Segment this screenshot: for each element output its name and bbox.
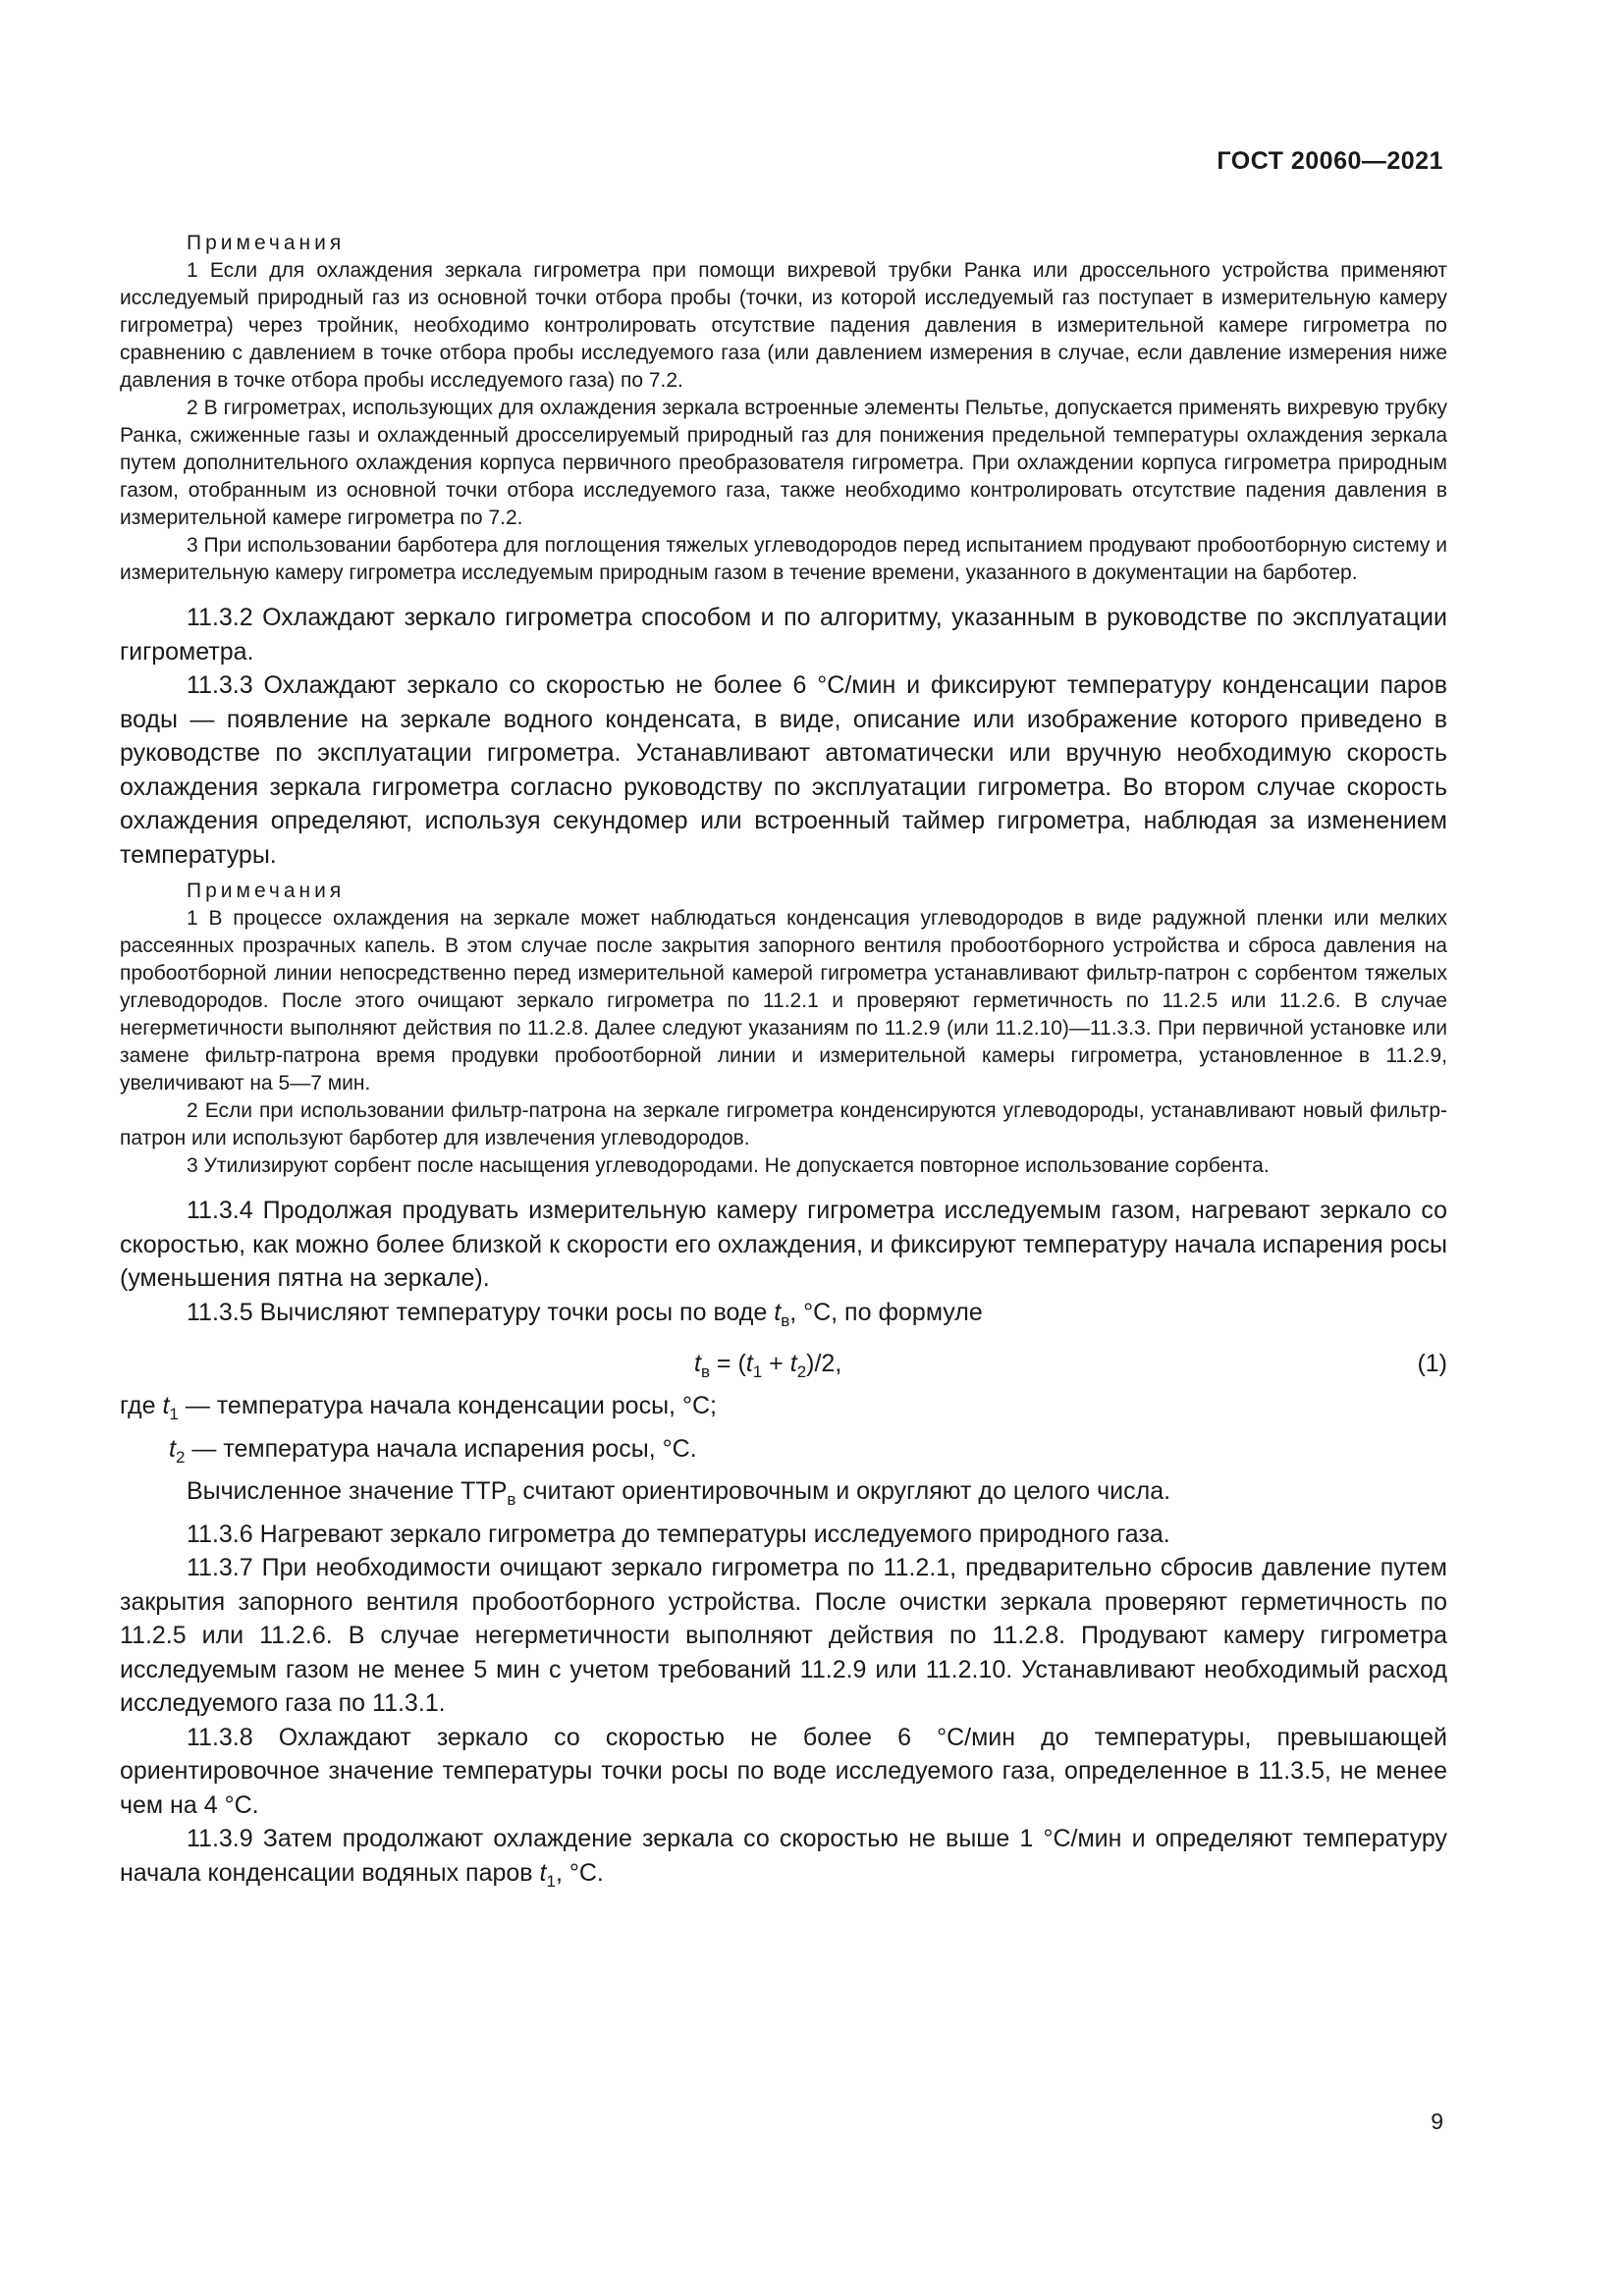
note-item: 3 Утилизируют сорбент после насыщения углеводородами. Не допускается повторное использование сорбента. [187,1154,1270,1177]
subscript: в [781,1310,790,1330]
paragraph-11-3-9: 11.3.9 Затем продолжают охлаждение зеркала со скоростью не выше 1 °С/мин и определяют температуру начала конденсации водяных паров $t_1$, °С. [120,1825,1447,1891]
paragraph-tail: , °С, по формуле [789,1298,983,1326]
note-item: 2 В гигрометрах, использующих для охлаждения зеркала встроенные элементы Пельтье, допускается применять вихревую трубку Ранка, сжиженные газы и охлажденный дросселируемый природный газ для понижения предельной температуры охлаждения зеркала путем дополнительного охлаждения корпуса первичного преобразователя гигрометра. При охлаждении корпуса гигрометра природным газом, отобранным из основной точки отбора исследуемого газа, также необходимо контролировать отсутствие падения давления в измерительной камере гигрометра по 7.2. [120,397,1447,529]
notes-block-2 [120,878,1447,1180]
paragraph-11-3-7: 11.3.7 При необходимости очищают зеркало гигрометра по 11.2.1, предварительно сбросив давление путем закрытия запорного вентиля пробоотборного устройства. После очистки зеркала проверяют герметичность по 11.2.5 или 11.2.6. В случае негерметичности выполняют действия по 11.2.8. Продувают камеру гигрометра исследуемым газом не менее 5 мин с учетом требований 11.2.9 или 11.2.10. Устанавливают необходимый расход исследуемого газа по 11.3.1. [120,1554,1447,1717]
paragraph-11-3-6: 11.3.6 Нагревают зеркало гигрометра до температуры исследуемого природного газа. [187,1520,1170,1548]
paragraph-11-3-8: 11.3.8 Охлаждают зеркало со скоростью не более 6 °С/мин до температуры, превышающей ориентировочное значение температуры точки росы по воде исследуемого газа, определенное в 11.3.5, не менее чем на 4 °С. [120,1723,1447,1819]
paragraph-lead: 11.3.5 Вычисляют температуру точки росы по воде [187,1298,775,1326]
paragraph-11-3-5 [120,1296,1447,1339]
note-item: 1 Если для охлаждения зеркала гигрометра при помощи вихревой трубки Ранка или дроссельного устройства применяют исследуемый природный газ из основной точки отбора пробы (точки, из которой исследуемый газ поступает в измерительную камеру гигрометра) через тройник, необходимо контролировать отсутствие падения давления в измерительной камере гигрометра по сравнению с давлением в точке отбора пробы исследуемого газа (или давлением измерения в случае, если давление измерения ниже давления в точке отбора пробы исследуемого газа) по 7.2. [120,259,1447,392]
where-line-2: $t_2$ — температура начала испарения росы, °С. [169,1434,697,1467]
formula: $t_в = (t_1 + t_2)/2$, [694,1350,842,1381]
document-header: ГОСТ 20060—2021 [1217,147,1443,175]
variable: t [774,1298,782,1326]
where-word: где [120,1392,156,1419]
notes-label: Примечания [187,880,346,902]
note-item: 2 Если при использовании фильтр-патрона на зеркале гигрометра конденсируются углеводороды, устанавливают новый фильтр-патрон или используют барботер для извлечения углеводородов. [120,1099,1447,1149]
paragraph-11-3-3: 11.3.3 Охлаждают зеркало со скоростью не более 6 °С/мин и фиксируют температуру конденсации паров воды — появление на зеркале водного конденсата, в виде, описание или изображение которого приведено в руководстве по эксплуатации гигрометра. Устанавливают автоматически или вручную необходимую скорость охлаждения зеркала гигрометра согласно руководству по эксплуатации гигрометра. Во втором случае скорость охлаждения определяют, используя секундомер или встроенный таймер гигрометра, наблюдая за изменением температуры. [120,671,1447,869]
formula-row [120,1338,1447,1389]
equation-number: (1) [1417,1350,1447,1377]
paragraph-ttr: Вычисленное значение $ТТР_в$ считают ориентировочным и округляют до целого числа. [187,1477,1171,1509]
notes-block-1 [120,230,1447,587]
page-number: 9 [1431,2109,1443,2134]
page-body [120,230,1447,1898]
note-item: 3 При использовании барботера для поглощения тяжелых углеводородов перед испытанием продувают пробоотборную систему и измерительную камеру гигрометра исследуемым природным газом в течение времени, указанного в документации на барботер. [120,534,1447,584]
paragraph-11-3-2: 11.3.2 Охлаждают зеркало гигрометра способом и по алгоритму, указанным в руководстве по эксплуатации гигрометра. [120,604,1447,666]
where-line-1: где $t_1$ — температура начала конденсации росы, °С; [120,1392,717,1423]
paragraph-11-3-4: 11.3.4 Продолжая продувать измерительную камеру гигрометра исследуемым газом, нагревают зеркало со скоростью, как можно более близкой к скорости его охлаждения, и фиксируют температуру начала испарения росы (уменьшения пятна на зеркале). [120,1197,1447,1292]
notes-label: Примечания [187,232,346,254]
note-item: 1 В процессе охлаждения на зеркале может наблюдаться конденсация углеводородов в виде радужной пленки или мелких рассеянных прозрачных капель. В этом случае после закрытия запорного вентиля пробоотборного устройства и сброса давления на пробоотборной линии непосредственно перед измерительной камерой гигрометра устанавливают фильтр-патрон с сорбентом тяжелых углеводородов. После этого очищают зеркало гигрометра по 11.2.1 и проверяют герметичность по 11.2.5 или 11.2.6. В случае негерметичности выполняют действия по 11.2.8. Далее следуют указаниям по 11.2.9 (или 11.2.10)—11.3.3. При первичной установке или замене фильтр-патрона время продувки пробоотборной линии и измерительной камеры гигрометра, установленное в 11.2.9, увеличивают на 5—7 мин. [120,907,1447,1095]
